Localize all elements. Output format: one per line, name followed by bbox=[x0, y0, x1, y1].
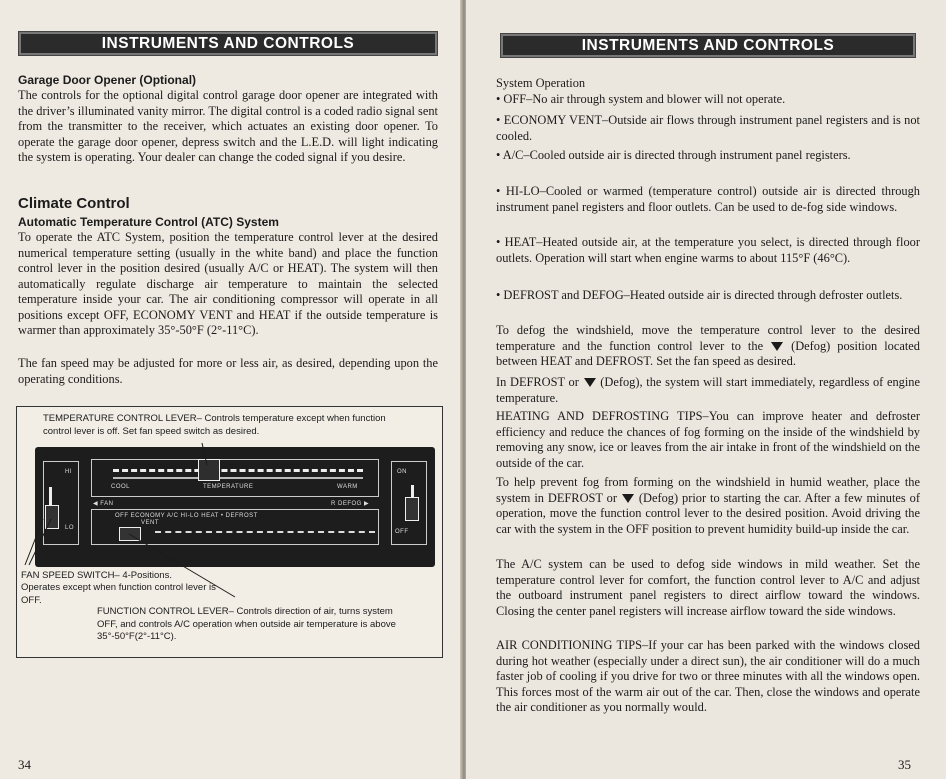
left-page bbox=[0, 0, 462, 779]
bullet-hilo: • HI-LO–Cooled or warmed (temperature control) outside air is directed through instrument panel registers and floor outlets. Can be used to de-fog side windows. bbox=[496, 184, 920, 214]
atc-heading: Automatic Temperature Control (ATC) System bbox=[18, 215, 279, 229]
garage-text: The controls for the optional digital control garage door opener are integrated with the driver’s illuminated vanity mirror. The digital control is a coded radio signal sent from the transmitter to the receiver, which actuates an existing door opener. To operate the garage door opener, depress switch and the L.E.D. will light indicating the system is operating. Your dealer can change the coded signal if you desire. bbox=[18, 88, 438, 164]
heating-tips: HEATING AND DEFROSTING TIPS–You can improve heater and defroster efficiency and reduce the chances of fog forming on the inside of the windshield by removing any snow, ice or leaves from the air intake in front of the windshield on the outside of the car. bbox=[496, 409, 920, 470]
right-page bbox=[466, 0, 946, 779]
temp-leader-line bbox=[202, 443, 207, 465]
fan-lo-label: LO bbox=[65, 525, 75, 531]
defog-text-b: (Defog) position located between HEAT and DEFROST. Set the fan speed as desired. bbox=[496, 338, 920, 368]
ac-tips: AIR CONDITIONING TIPS–If your car has been parked with the windows closed during hot weather (especially under a direct sun), the air conditioner will do a much faster job of cooling if you drive for two or three minutes with all the windows open. This forces most of the warm air out of the car. Then, close the windows and operate the air conditioner as you normally would. bbox=[496, 638, 920, 714]
left-page-number: 34 bbox=[18, 757, 31, 772]
right-page-number: 35 bbox=[898, 757, 911, 772]
temperature-label: TEMPERATURE bbox=[203, 484, 254, 490]
fog-paragraph bbox=[496, 475, 920, 537]
bullet-ac: • A/C–Cooled outside air is directed through instrument panel registers. bbox=[496, 148, 851, 162]
power-off-label: OFF bbox=[395, 529, 409, 535]
defrost-text-b: (Defog), the system will start immediately, regardless of engine temperature. bbox=[496, 375, 920, 405]
left-banner: INSTRUMENTS AND CONTROLS bbox=[18, 31, 438, 56]
defog-paragraph bbox=[496, 323, 920, 370]
ac-paragraph: The A/C system can be used to defog side windows in mild weather. Set the temperature control lever for comfort, the function control lever to A/C and adjust the outboard instrument panel registers to direct airflow toward the windows. Closing the center panel registers will increase airflow toward the side windows. bbox=[496, 557, 920, 618]
fan-text: The fan speed may be adjusted for more or less air, as desired, depending upon the operating conditions. bbox=[18, 356, 438, 386]
power-on-label: ON bbox=[397, 469, 407, 475]
defrost-paragraph bbox=[496, 375, 920, 406]
rear-defog-label: R DEFOG ▶ bbox=[331, 501, 370, 507]
climate-control-figure bbox=[16, 406, 443, 658]
fan-arrow-label: ◀ FAN bbox=[93, 501, 114, 507]
right-banner: INSTRUMENTS AND CONTROLS bbox=[500, 33, 916, 58]
function-positions: OFF ECONOMY A/C HI-LO HEAT • DEFROST bbox=[115, 513, 258, 519]
fog-text-a: To help prevent fog from forming on the windshield in humid weather, place the system in DEFROST or bbox=[496, 475, 920, 505]
bullet-off: • OFF–No air through system and blower will not operate. bbox=[496, 92, 786, 106]
defog-triangle-icon bbox=[584, 378, 596, 387]
fan-switch-caption: Operates except when function control lever is OFF. bbox=[21, 582, 216, 606]
fan-hi-label: HI bbox=[65, 469, 72, 475]
atc-text: To operate the ATC System, position the temperature control lever at the desired numerical temperature setting (usually in the white band) and place the function control lever in the position desired (usually A/C or HEAT). The system will then automatically regulate discharge air temperature to maintain the selected temperature inside your car. The air conditioning compressor will operate in all positions except OFF, ECONOMY VENT and HEAT if the outside temperature is warmer than approximately 35°-50°F (2°-11°C). bbox=[18, 230, 438, 337]
cool-label: COOL bbox=[111, 484, 131, 490]
defog-text-a: To defog the windshield, move the temperature control lever to the desired temperature and the function control lever to the bbox=[496, 323, 920, 353]
defog-triangle-icon bbox=[622, 494, 634, 503]
fan-switch-title: FAN SPEED SWITCH– 4-Positions. bbox=[21, 570, 172, 581]
warm-label: WARM bbox=[337, 484, 358, 490]
defrost-text-a: In DEFROST or bbox=[496, 375, 579, 389]
garage-heading: Garage Door Opener (Optional) bbox=[18, 73, 197, 87]
defog-triangle-icon bbox=[771, 342, 783, 351]
function-lever-caption: FUNCTION CONTROL LEVER– Controls direction of air, turns system OFF, and controls A/C operation when outside air temperature is above 35°-50°F(2°-11°C). bbox=[97, 606, 396, 642]
bullet-economy: • ECONOMY VENT–Outside air flows through instrument panel registers and is not cooled. bbox=[496, 113, 920, 143]
temp-lever-caption: TEMPERATURE CONTROL LEVER– Controls temperature except when function control lever is off. Set fan speed switch as desired. bbox=[43, 413, 386, 437]
vent-label: VENT bbox=[141, 520, 160, 526]
bullet-heat: • HEAT–Heated outside air, at the temperature you select, is directed through floor outlets. Operation will start when engine warms to about 115°F (46°C). bbox=[496, 235, 920, 265]
fog-text-b: (Defog) prior to starting the car. After a few minutes of operation, move the function control lever to the desired position. Avoid driving the car with the system in the OFF position to prevent humidity build-up inside the car. bbox=[496, 490, 920, 536]
system-heading: System Operation bbox=[496, 76, 586, 90]
bullet-defrost: • DEFROST and DEFOG–Heated outside air is directed through defroster outlets. bbox=[496, 288, 903, 302]
climate-heading: Climate Control bbox=[18, 195, 130, 212]
